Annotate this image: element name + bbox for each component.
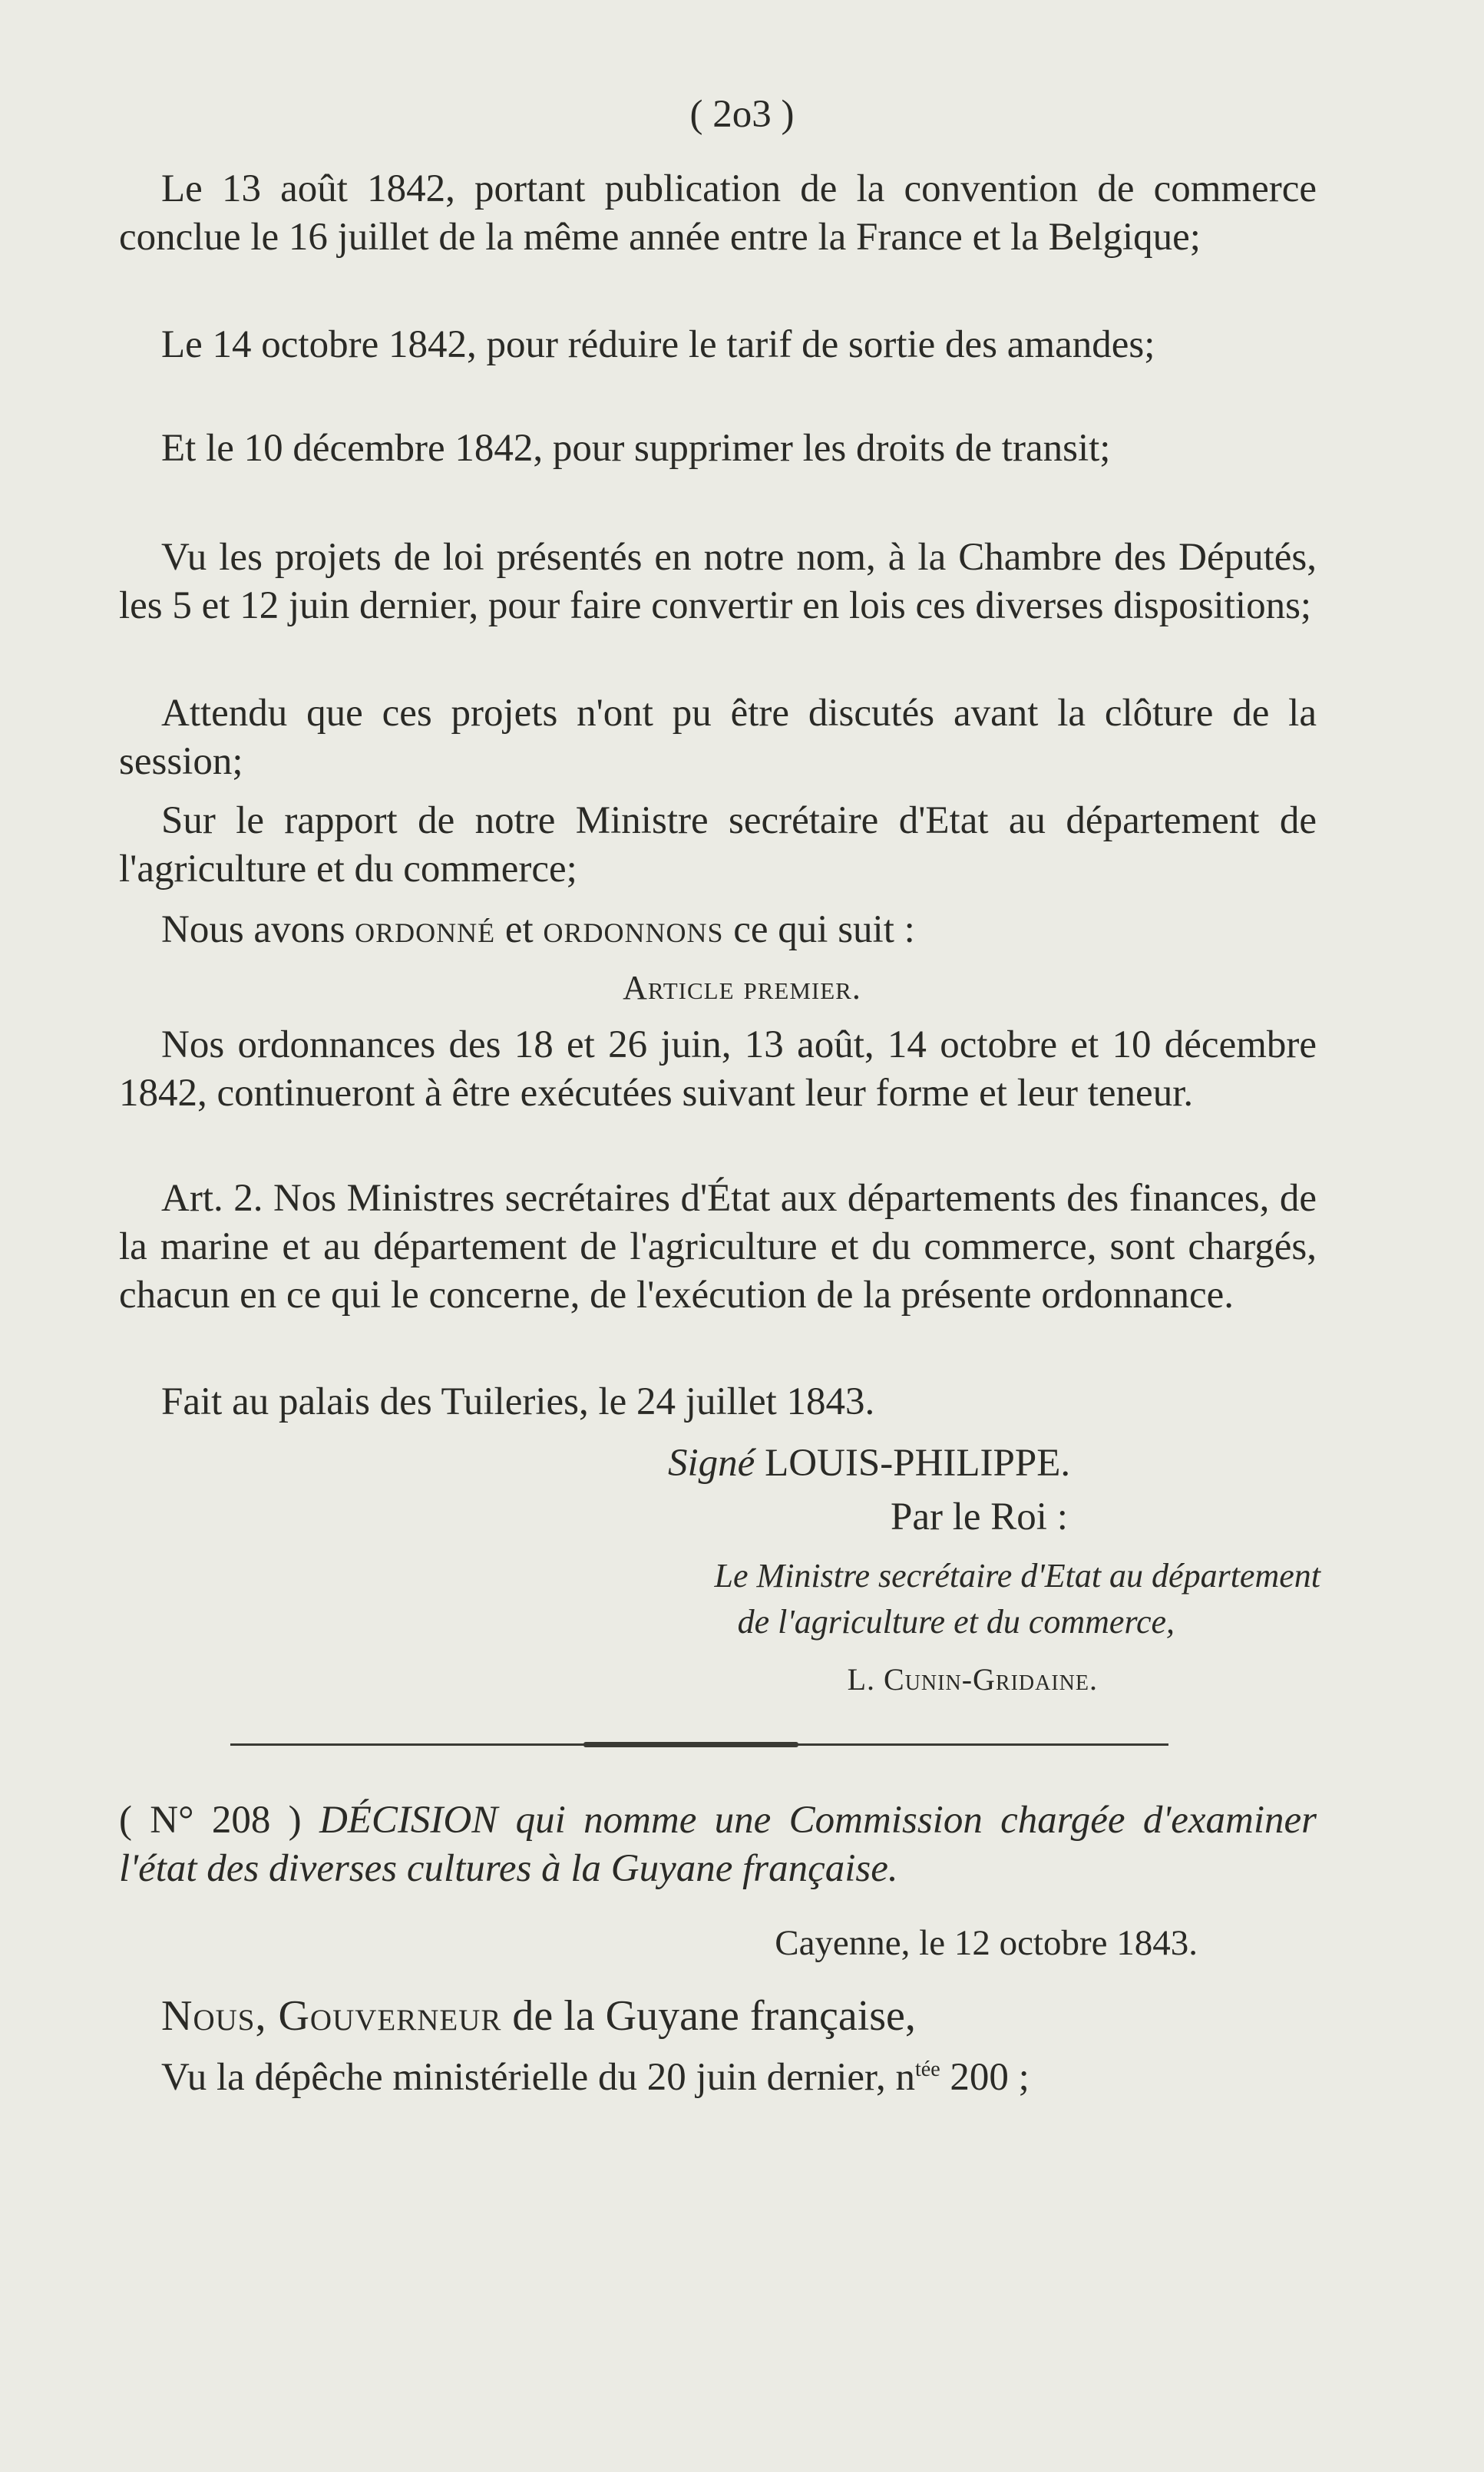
- signe-word: Signé: [668, 1442, 755, 1485]
- separator-rule-ornament: [583, 1742, 798, 1747]
- article-2-body: Art. 2. Nos Ministres secrétaires d'État aux départements des finances, de la marine et au département de l'agriculture et du commerce, sont chargés, chacun en ce qui le concerne, de l'exécution de la présente ordonnance.: [119, 1177, 1317, 1317]
- paragraph-projets-de-loi: Vu les projets de loi présentés en notre nom, à la Chambre des Députés, les 5 et 12 juin dernier, pour faire convertir en lois ces diverses dispositions;: [119, 536, 1317, 627]
- paragraph-convention: Le 13 août 1842, portant publication de la convention de commerce conclue le 16 juillet de la même année entre la France et la Belgique;: [119, 167, 1317, 259]
- decision-place-date: Cayenne, le 12 octobre 1843.: [775, 1923, 1198, 1963]
- decision-vu: [161, 2054, 1313, 2102]
- intro-ordonnons: ordonnons: [543, 908, 724, 951]
- paragraph-rapport: Sur le rapport de notre Ministre secrétaire d'Etat au département de l'agriculture et du commerce;: [119, 799, 1317, 891]
- vu-superscript: tée: [915, 2057, 940, 2081]
- minister-title-line-2: de l'agriculture et du commerce,: [737, 1603, 1175, 1641]
- decision-title-rest: qui nomme une Commission chargée d'examiner l'état des diverses cultures à la Guyane française.: [119, 1799, 1317, 1890]
- signature-king: [668, 1439, 1359, 1488]
- page-number: ( 2o3 ): [689, 93, 795, 136]
- paragraph-amandes: Le 14 octobre 1842, pour réduire le tarif de sortie des amandes;: [161, 323, 1155, 366]
- decision-nous: [161, 1992, 1313, 2041]
- vu-end: 200 ;: [940, 2056, 1030, 2099]
- intro-mid: et: [495, 908, 544, 951]
- minister-name: L. Cunin-Gridaine.: [847, 1662, 1098, 1697]
- decision-number: ( N° 208 ): [119, 1799, 319, 1842]
- king-name: LOUIS-PHILIPPE.: [765, 1442, 1071, 1485]
- article-heading: Article premier.: [623, 969, 861, 1006]
- vu-text: Vu la dépêche ministérielle du 20 juin dernier, n: [161, 2056, 915, 2099]
- intro-suffix: ce qui suit :: [723, 908, 915, 951]
- par-le-roi: Par le Roi :: [891, 1495, 1068, 1538]
- decision-title: [119, 1796, 1317, 1893]
- paragraph-attendu: Attendu que ces projets n'ont pu être discutés avant la clôture de la session;: [119, 692, 1317, 783]
- article-1-body: Nos ordonnances des 18 et 26 juin, 13 août, 14 octobre et 10 décembre 1842, continueront à être exécutées suivant leur forme et leur teneur.: [119, 1023, 1317, 1115]
- fait-au-palais: Fait au palais des Tuileries, le 24 juillet 1843.: [161, 1380, 875, 1423]
- nous-rest: de la Guyane française,: [501, 1992, 916, 2040]
- paragraph-transit: Et le 10 décembre 1842, pour supprimer les droits de transit;: [161, 427, 1111, 470]
- nous-gouverneur: Nous, Gouverneur: [161, 1992, 502, 2040]
- intro-prefix: Nous avons: [161, 908, 355, 951]
- decision-caps: DÉCISION: [319, 1799, 498, 1842]
- minister-title-line-1: Le Ministre secrétaire d'Etat au département: [714, 1557, 1320, 1595]
- intro-ordonne: ordonné: [355, 908, 496, 951]
- ordonnance-intro: [161, 906, 1313, 954]
